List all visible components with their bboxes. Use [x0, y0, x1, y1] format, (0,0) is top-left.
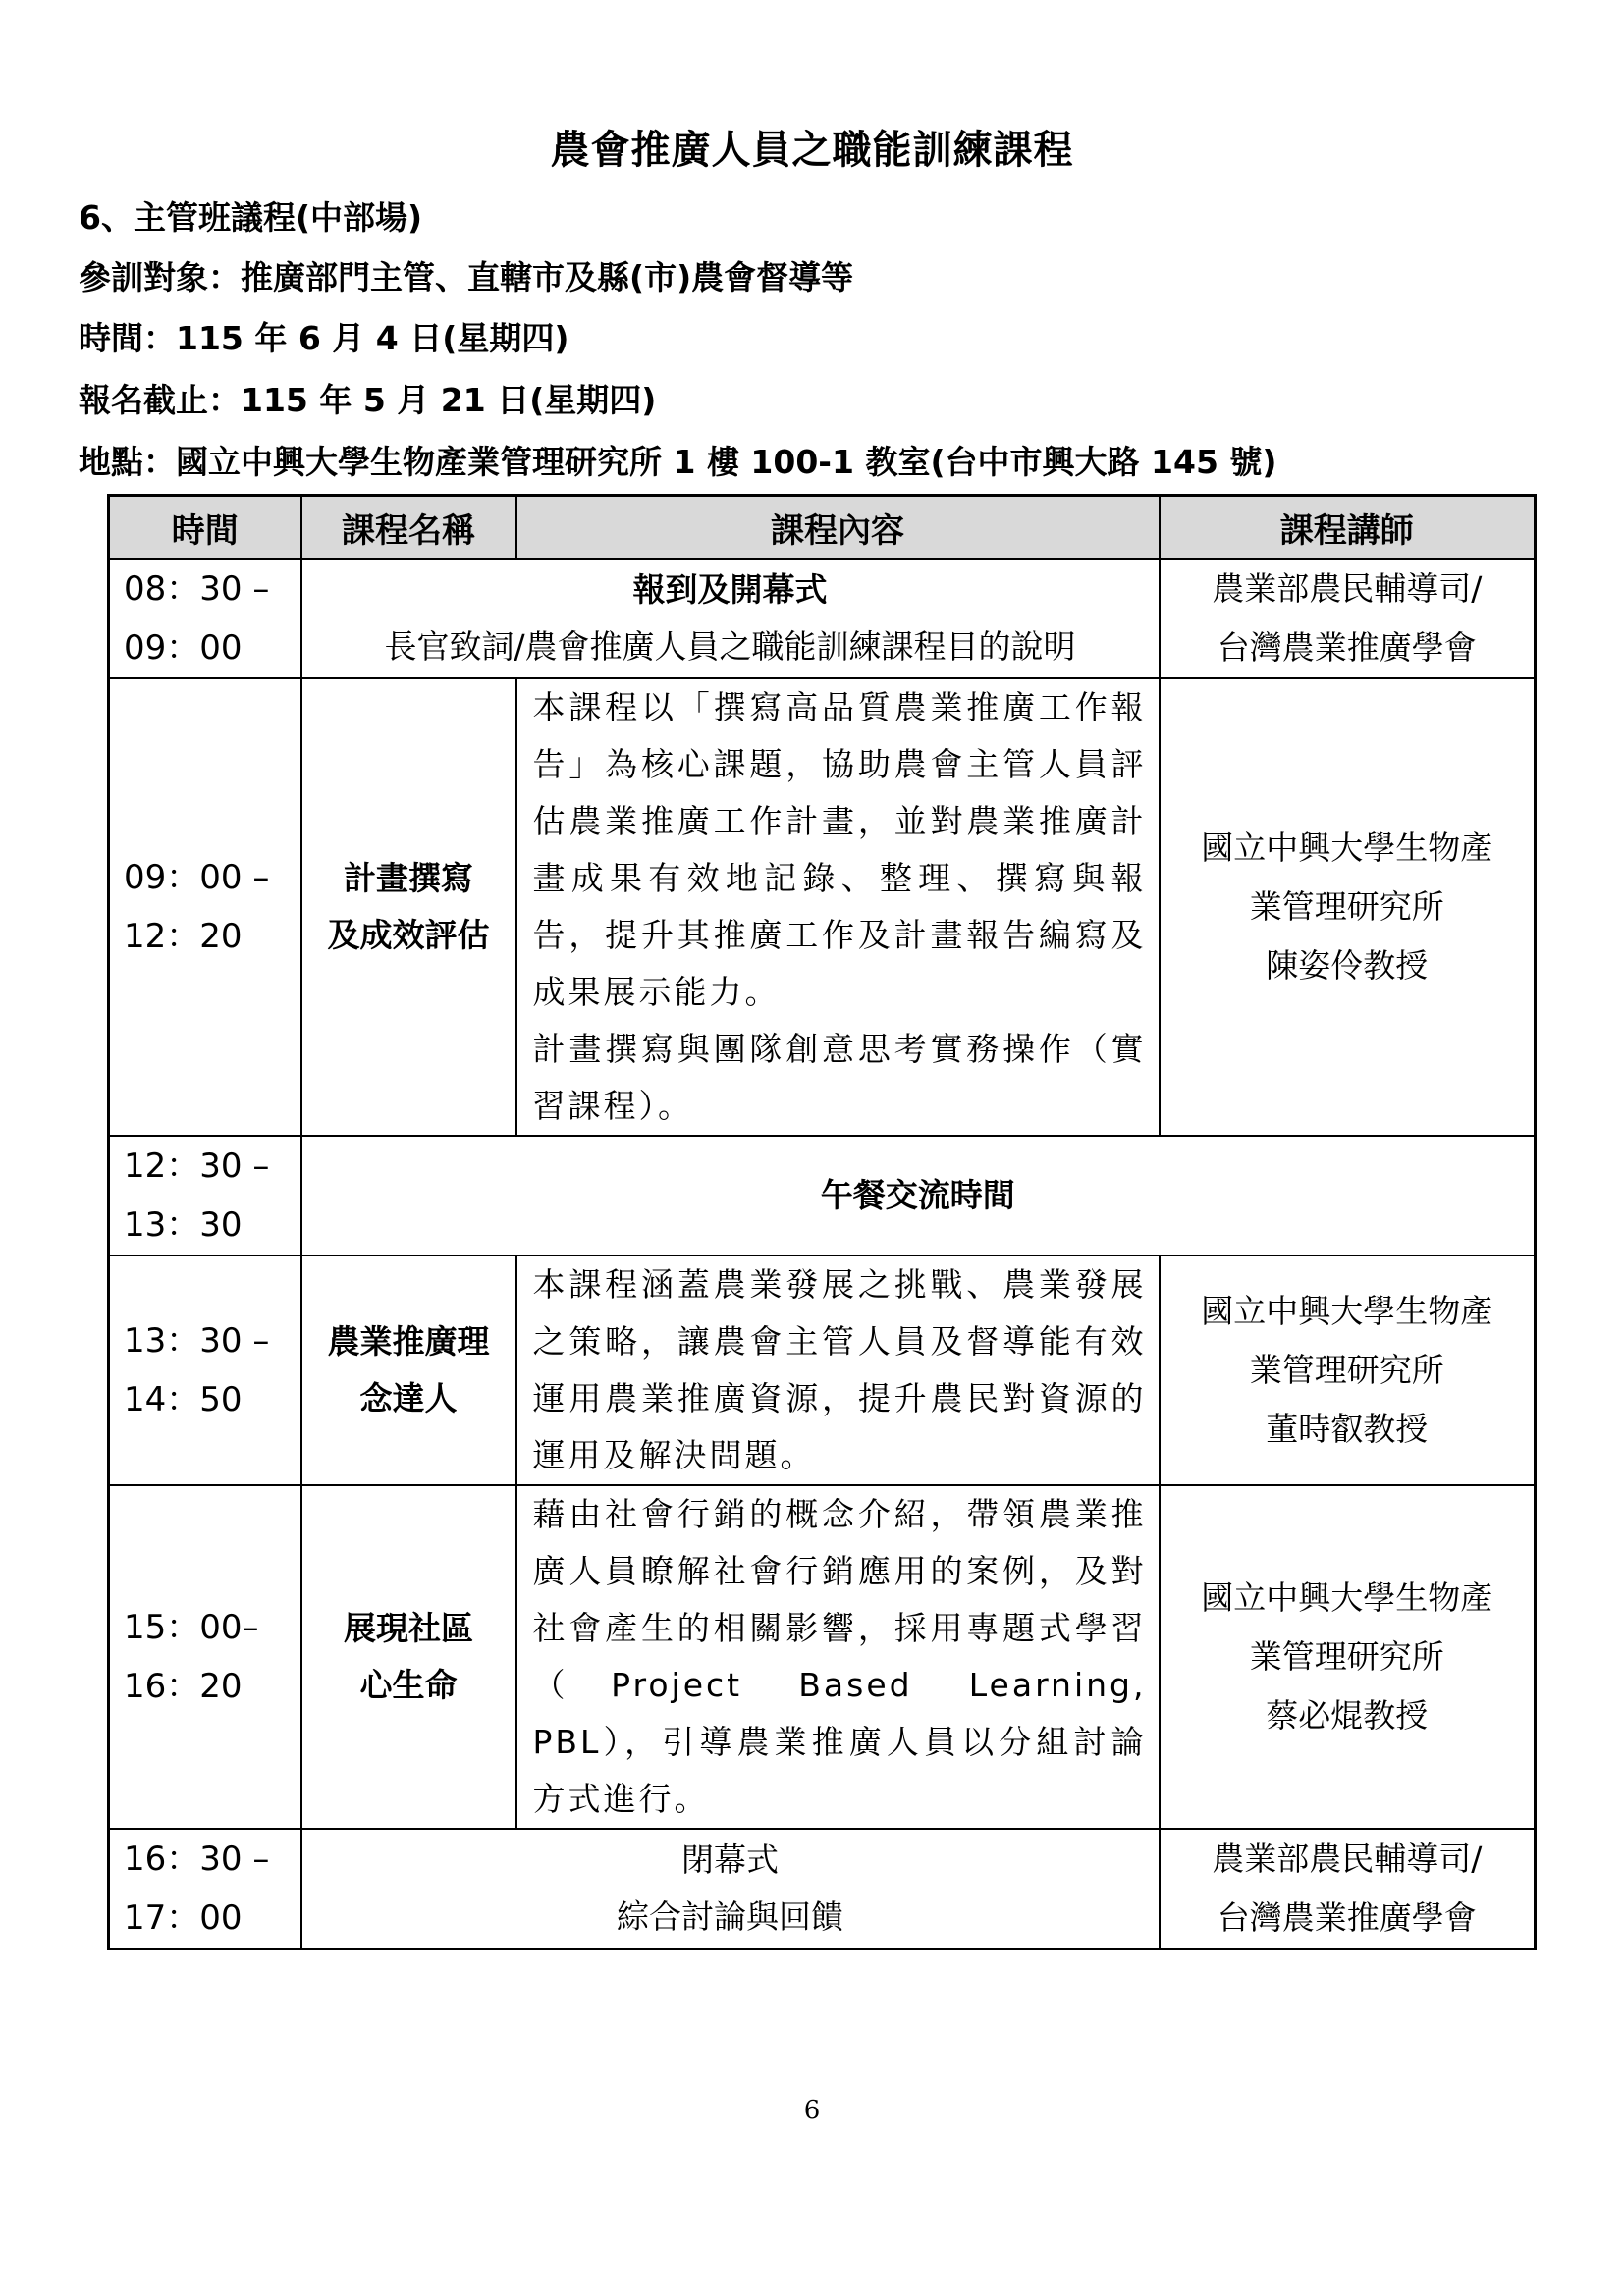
page-title: 農會推廣人員之職能訓練課程 — [550, 128, 1074, 173]
time-cell: 09：00 – 12：20 — [109, 678, 301, 1136]
page-number: 6 — [803, 2096, 821, 2125]
time-cell: 15：00– 16：20 — [109, 1485, 301, 1829]
time-cell: 08：30 – 09：00 — [109, 559, 301, 678]
audience-line: 參訓對象：推廣部門主管、直轄市及縣(市)農會督導等 — [79, 258, 854, 296]
lecturer-cell: 農業部農民輔導司/ 台灣農業推廣學會 — [1160, 1829, 1536, 1949]
table-row — [109, 1485, 1536, 1829]
merged-content-cell: 閉幕式 綜合討論與回饋 — [301, 1829, 1160, 1949]
course-content-cell: 本課程涵蓋農業發展之挑戰、農業發展之策略，讓農會主管人員及督導能有效運用農業推廣資源，提升農民對資源的運用及解決問題。 — [516, 1255, 1160, 1485]
lecturer-cell: 國立中興大學生物產 業管理研究所 陳姿伶教授 — [1160, 678, 1536, 1136]
course-content-cell: 本課程以「撰寫高品質農業推廣工作報告」為核心課題，協助農會主管人員評估農業推廣工作計畫，並對農業推廣計畫成果有效地記錄、整理、撰寫與報告，提升其推廣工作及計畫報告編寫及成果展示能力。 計畫撰寫與團隊創意思考實務操作（實習課程）。 — [516, 678, 1160, 1136]
course-content-cell: 藉由社會行銷的概念介紹，帶領農業推廣人員瞭解社會行銷應用的案例，及對社會產生的相關影響，採用專題式學習（Project Based Learning, PBL），引導農業推廣人員以分組討論方式進行。 — [516, 1485, 1160, 1829]
header-time: 時間 — [109, 496, 301, 560]
table-row — [109, 1136, 1536, 1255]
table-row — [109, 1255, 1536, 1485]
course-name-cell: 展現社區 心生命 — [301, 1485, 516, 1829]
time-cell: 12：30 – 13：30 — [109, 1136, 301, 1255]
table-header-row — [109, 496, 1536, 560]
table-row — [109, 678, 1536, 1136]
location-line: 地點：國立中興大學生物產業管理研究所 1 樓 100-1 教室(台中市興大路 145 號) — [79, 443, 1277, 481]
table-row — [109, 1829, 1536, 1949]
header-course-content: 課程內容 — [516, 496, 1160, 560]
date-line: 時間：115 年 6 月 4 日(星期四) — [79, 319, 569, 357]
time-cell: 13：30 – 14：50 — [109, 1255, 301, 1485]
lecturer-cell: 國立中興大學生物產 業管理研究所 蔡必焜教授 — [1160, 1485, 1536, 1829]
header-course-name: 課程名稱 — [301, 496, 516, 560]
course-name-cell: 計畫撰寫 及成效評估 — [301, 678, 516, 1136]
lecturer-cell: 農業部農民輔導司/ 台灣農業推廣學會 — [1160, 559, 1536, 678]
table-row — [109, 559, 1536, 678]
section-heading: 6、主管班議程(中部場) — [79, 198, 423, 237]
merged-content-cell: 報到及開幕式 長官致詞/農會推廣人員之職能訓練課程目的說明 — [301, 559, 1160, 678]
time-cell: 16：30 – 17：00 — [109, 1829, 301, 1949]
schedule-table — [107, 494, 1537, 1950]
course-name-cell: 農業推廣理 念達人 — [301, 1255, 516, 1485]
lecturer-cell: 國立中興大學生物產 業管理研究所 董時叡教授 — [1160, 1255, 1536, 1485]
deadline-line: 報名截止：115 年 5 月 21 日(星期四) — [79, 381, 657, 419]
header-lecturer: 課程講師 — [1160, 496, 1536, 560]
lunch-cell: 午餐交流時間 — [301, 1136, 1536, 1255]
